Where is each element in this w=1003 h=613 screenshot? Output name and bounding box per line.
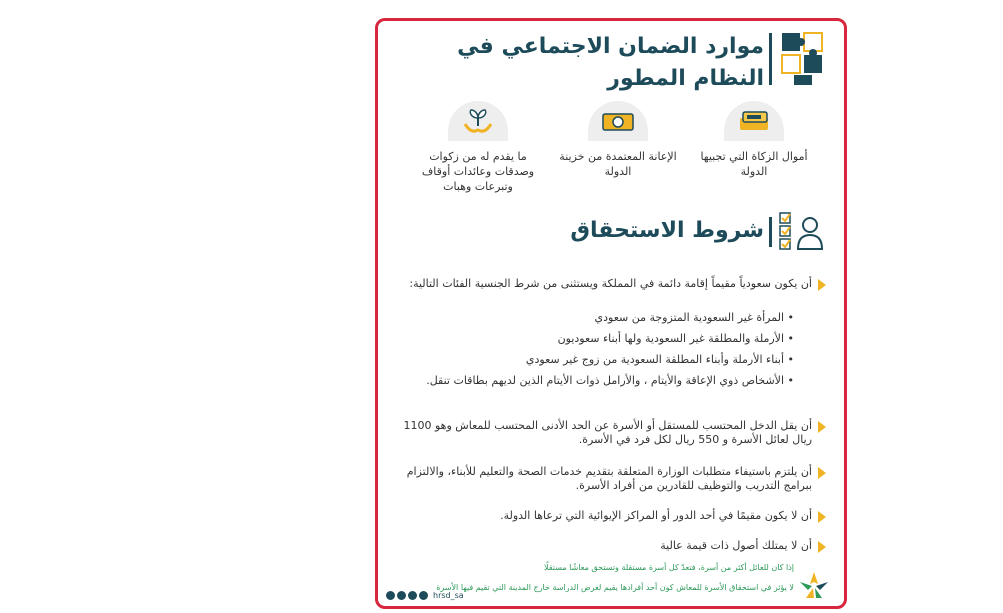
bullet-triangle-icon: [818, 511, 826, 523]
footer-social: [386, 591, 464, 600]
ministry-logo-icon: [794, 568, 834, 602]
checklist-user-icon: [778, 211, 826, 251]
eligibility-title: شروط الاستحقاق: [570, 218, 764, 243]
bullet-triangle-icon: [818, 279, 826, 291]
exception-4: • الأشخاص ذوي الإعاقة والأيتام ، والأرامل ذوات الأيتام الذين لديهم بطاقات تنقل.: [426, 374, 794, 387]
instagram-icon[interactable]: [397, 591, 406, 600]
plant-hands-icon: [448, 101, 508, 141]
infographic-card: [375, 18, 847, 609]
resource-zakat: [694, 101, 814, 179]
social-handle[interactable]: hrsd_sa: [433, 591, 464, 600]
puzzle-icon: [780, 31, 826, 87]
note-1: إذا كان للعائل أكثر من أسرة، فتعدّ كل أسرة مستقلة وتستحق معاشًا مستقلًا: [543, 563, 794, 572]
resources-title: موارد الضمان الاجتماعي في النظام المطور: [457, 34, 764, 91]
resource-donations-label: ما يقدم له من زكوات وصدقات وعائدات أوقاف وتبرعات وهبات: [421, 150, 535, 193]
note-2: لا يؤثر في استحقاق الأسرة للمعاش كون أحد أفرادها يقيم لغرض الدراسة خارج المدينة التي تقيم فيها الأسرة: [436, 583, 794, 592]
resource-zakat-label: أموال الزكاة التي تجبيها الدولة: [700, 150, 808, 178]
exception-1: • المرأة غير السعودية المتزوجة من سعودي: [594, 311, 794, 324]
condition-3: أن يلتزم باستيفاء متطلبات الوزارة المتعلقة بتقديم خدمات الصحة والتعليم للأبناء، والالتزام ببرامج التدريب والتوظيف للقادرين من أفراد الأسرة.: [386, 465, 826, 493]
resource-state-aid: [558, 101, 678, 179]
bullet-triangle-icon: [818, 541, 826, 553]
twitter-icon[interactable]: [386, 591, 395, 600]
banknote-icon: [588, 101, 648, 141]
money-stack-icon: [724, 101, 784, 141]
condition-5: أن لا يمتلك أصول ذات قيمة عالية: [386, 539, 826, 553]
bullet-triangle-icon: [818, 467, 826, 479]
eligibility-divider: [769, 217, 772, 247]
bullet-triangle-icon: [818, 421, 826, 433]
title-divider: [769, 33, 772, 85]
exception-3: • أبناء الأرملة وأبناء المطلقة السعودية من زوج غير سعودي: [525, 353, 794, 366]
condition-1: أن يكون سعودياً مقيماً إقامة دائمة في المملكة ويستثنى من شرط الجنسية الفئات التالية:: [386, 277, 826, 291]
resource-state-aid-label: الإعانة المعتمدة من خزينة الدولة: [559, 150, 677, 178]
condition-2: أن يقل الدخل المحتسب للمستقل أو الأسرة عن الحد الأدنى المحتسب للمعاش وهو 1100 ريال لعائل الأسرة و 550 ريال لكل فرد في الأسرة.: [386, 419, 826, 447]
facebook-icon[interactable]: [408, 591, 417, 600]
youtube-icon[interactable]: [419, 591, 428, 600]
condition-4: أن لا يكون مقيمًا في أحد الدور أو المراكز الإيوائية التي ترعاها الدولة.: [386, 509, 826, 523]
resource-donations: [418, 101, 538, 194]
exception-2: • الأرملة والمطلقة غير السعودية ولها أبناء سعوديون: [557, 332, 794, 345]
